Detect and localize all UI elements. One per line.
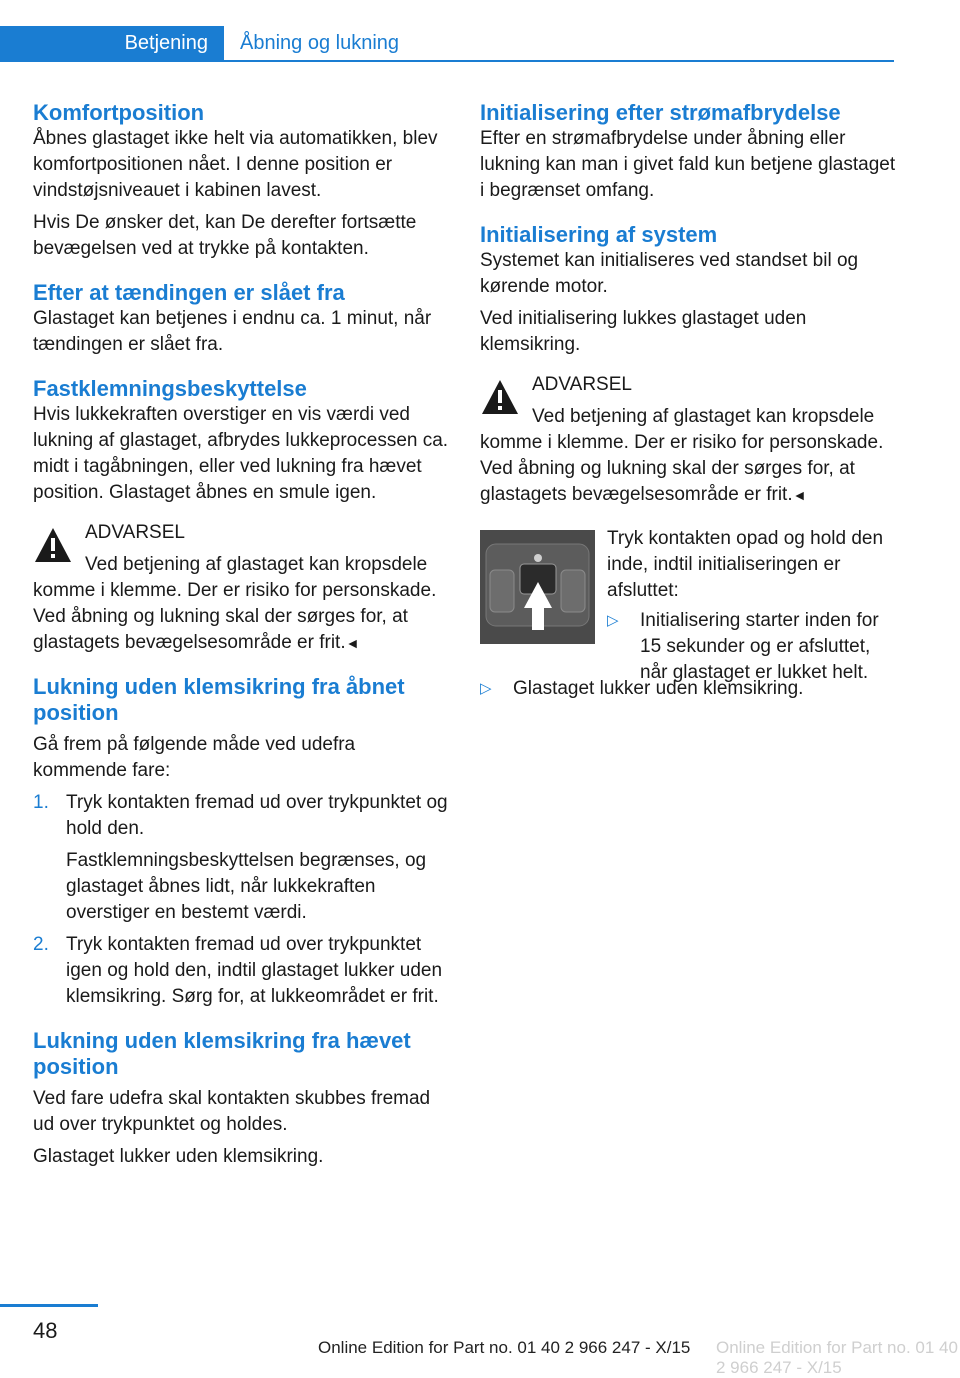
heading-lukning-aabnet: Lukning uden klemsikring fra åbnet position [33, 674, 405, 725]
steps-list [33, 790, 453, 1010]
instruction-text: Tryk kontakten opad og hold den inde, indtil initialiseringen er afsluttet: [607, 528, 884, 601]
paragraph: Hvis De ønsker det, kan De derefter fortsætte bevægelsen ved at trykke på kontakten. [33, 212, 417, 259]
subsection-tab[interactable]: Åbning og lukning [240, 32, 400, 54]
end-mark: ◄ [792, 487, 807, 503]
page-header [0, 26, 894, 62]
step-subtext: Fastklemningsbeskyttelsen begrænses, og glastaget åbnes lidt, når lukkekraften overstiger en bestemt værdi. [66, 850, 427, 923]
paragraph: Åbnes glastaget ikke helt via automatikken, blev komfortpositionen nået. I denne position er vindstøjsniveauet i kabinen lavest. [33, 128, 438, 201]
warning-text: Ved betjening af glastaget kan kropsdele [85, 554, 428, 575]
heading-init-system: Initialisering af system [480, 222, 718, 247]
page-number: 48 [33, 1318, 58, 1343]
triangle-bullet-icon: ▷ [607, 612, 619, 629]
roof-switch-image [480, 530, 595, 644]
heading-init-strom: Initialisering efter strømafbrydelse [480, 100, 841, 125]
warning-triangle-icon [480, 378, 520, 416]
warning-text-cont: komme i klemme. Der er risiko for personskade. Ved åbning og lukning skal der sørges for, at glastagets bevægelsesområde er frit.◄ [480, 432, 884, 505]
step-number: 2. [33, 934, 49, 955]
end-mark: ◄ [345, 635, 360, 651]
heading-komfortposition: Komfortposition [33, 100, 205, 125]
warning-title: ADVARSEL [532, 374, 632, 395]
paragraph: Glastaget kan betjenes i endnu ca. 1 minut, når tændingen er slået fra. [33, 308, 432, 355]
warning-triangle-icon [33, 526, 73, 564]
paragraph: Gå frem på følgende måde ved udefra kommende fare: [33, 734, 356, 781]
paragraph: Efter en strømafbrydelse under åbning eller lukning kan man i givet fald kun betjene glastaget i begrænset omfang. [480, 128, 896, 201]
list-item [33, 790, 453, 926]
step-text: Tryk kontakten fremad ud over trykpunktet og hold den. [66, 792, 448, 839]
warning-text-cont: komme i klemme. Der er risiko for personskade. Ved åbning og lukning skal der sørges for, at glastagets bevægelsesområde er frit.◄ [33, 580, 437, 653]
list-item: ▷ Initialisering starter inden for 15 sekunder og er afsluttet, når glastaget er lukket helt. [607, 610, 879, 683]
header-rule [0, 60, 894, 62]
warning-box [480, 372, 900, 508]
section-tab[interactable]: Betjening [0, 26, 224, 60]
bullet-list [480, 676, 900, 702]
paragraph: Systemet kan initialiseres ved standset bil og kørende motor. [480, 250, 859, 297]
right-column [480, 100, 900, 702]
paragraph: Ved initialisering lukkes glastaget uden klemsikring. [480, 308, 807, 355]
heading-lukning-haevet: Lukning uden klemsikring fra hævet position [33, 1028, 411, 1079]
footer-rule [0, 1304, 98, 1307]
figure-caption [607, 526, 897, 686]
watermark: Online Edition for Part no. 01 40 2 966 247 - X/15 [716, 1338, 958, 1377]
paragraph: Ved fare udefra skal kontakten skubbes fremad ud over trykpunktet og holdes. [33, 1088, 431, 1135]
figure-row [480, 526, 900, 683]
heading-efter-taending: Efter at tændingen er slået fra [33, 280, 345, 305]
roof-switch-illustration [480, 530, 595, 644]
warning-title: ADVARSEL [85, 522, 185, 543]
left-column [33, 100, 453, 1170]
list-item [33, 932, 453, 1010]
edition-text: Online Edition for Part no. 01 40 2 966 247 - X/15 [318, 1338, 691, 1357]
bullet-list [607, 608, 897, 686]
step-number: 1. [33, 792, 49, 813]
heading-fastklemning: Fastklemningsbeskyttelse [33, 376, 307, 401]
warning-text: Ved betjening af glastaget kan kropsdele [532, 406, 875, 427]
paragraph: Hvis lukkekraften overstiger en vis værdi ved lukning af glastaget, afbrydes lukkeprocessen ca. midt i tagåbningen, eller ved lukning fra hævet position. Glastaget åbnes en smule igen. [33, 404, 449, 503]
triangle-bullet-icon: ▷ [480, 680, 492, 697]
step-text: Tryk kontakten fremad ud over trykpunktet igen og hold den, indtil glastaget lukker uden klemsikring. Sørg for, at lukkeområdet er frit. [66, 934, 443, 1007]
warning-box [33, 520, 453, 656]
list-item: ▷ Glastaget lukker uden klemsikring. [480, 676, 900, 702]
paragraph: Glastaget lukker uden klemsikring. [33, 1146, 324, 1167]
